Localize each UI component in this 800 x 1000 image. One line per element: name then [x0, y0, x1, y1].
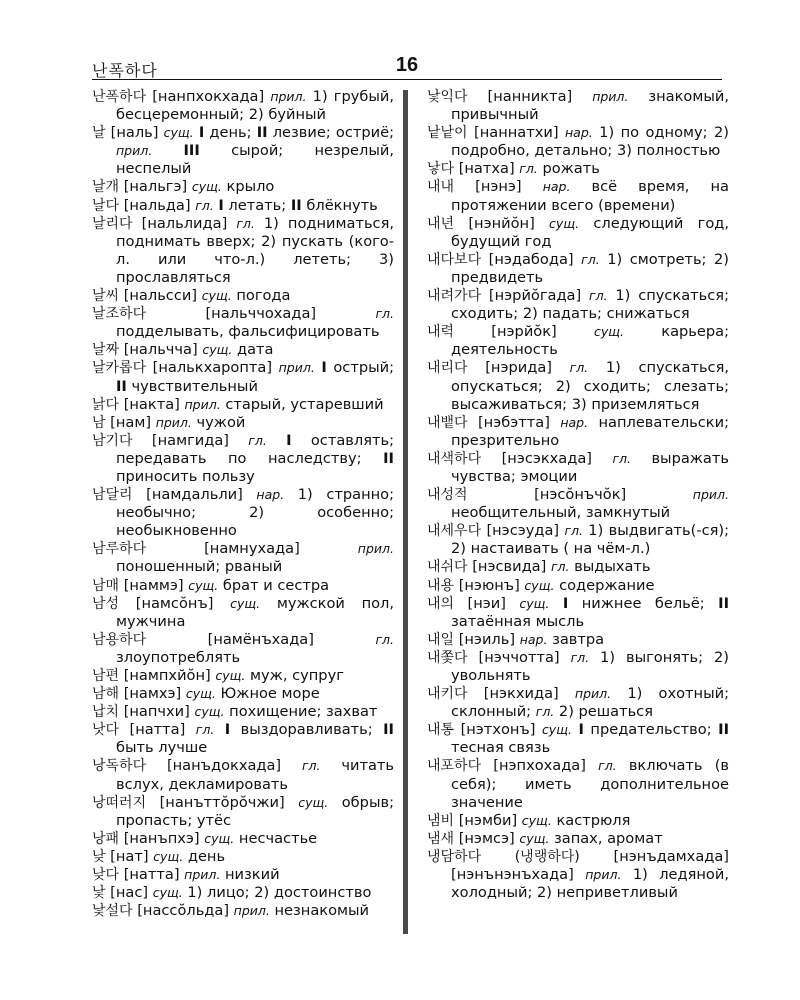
definition-text: приносить пользу [116, 467, 255, 485]
definition-text: похищение; захват [224, 703, 378, 721]
headword: 낳다 [427, 161, 455, 178]
headword: 남기다 [92, 432, 133, 449]
part-of-speech: сущ. [185, 686, 216, 702]
right-column [427, 88, 729, 902]
headword: 냄새 [427, 830, 455, 847]
dictionary-entry [92, 757, 394, 793]
definition-text: дата [232, 341, 274, 359]
part-of-speech: гл. [535, 704, 555, 720]
dictionary-entry [427, 522, 729, 558]
part-of-speech: гл. [564, 523, 583, 539]
sense-numeral: II [383, 721, 394, 739]
headword: 내색하다 [427, 450, 482, 467]
headword: 내키다 [427, 686, 468, 703]
definition-text: [нэнэ] [454, 178, 543, 196]
definition-text [267, 432, 286, 449]
headword: 날다 [92, 197, 120, 214]
part-of-speech: сущ. [541, 722, 572, 738]
part-of-speech: гл. [550, 559, 570, 575]
definition-text: [намсŏнъ] [119, 594, 231, 612]
part-of-speech: гл. [236, 215, 255, 231]
definition-text: [нэсвида] [467, 558, 551, 576]
definition-text: наплевательски; презрительно [451, 413, 730, 449]
definition-text: погода [231, 287, 291, 305]
sense-numeral: II [718, 594, 730, 612]
definition-text: [нэи] [454, 594, 520, 612]
part-of-speech: сущ. [549, 215, 580, 231]
definition-text: [нассŏльда] [132, 902, 234, 920]
headword: 낱낱이 [427, 125, 468, 142]
part-of-speech: гл. [301, 758, 321, 774]
headword: 내세우다 [427, 523, 482, 540]
definition-text: острый; [326, 359, 395, 377]
definition-text: чужой [191, 413, 246, 431]
headword: 내리다 [427, 360, 468, 377]
definition-text: выздоравливать; [230, 721, 384, 739]
definition-text: [нам] [105, 413, 156, 431]
dictionary-entry [92, 667, 394, 685]
definition-text: чувствительный [126, 377, 258, 395]
headword: 내포하다 [427, 758, 482, 775]
headword: 남용하다 [92, 631, 147, 648]
definition-text: незнакомый [269, 902, 370, 920]
headword: 낭떠러지 [92, 794, 147, 811]
dictionary-entry [427, 215, 729, 251]
definition-text: [напчхи] [119, 703, 195, 721]
dictionary-entry [92, 631, 394, 667]
definition-text: [нэнъдамхада] [нэнънэнъхада] [451, 847, 729, 884]
part-of-speech: гл. [195, 722, 215, 738]
dictionary-entry [92, 305, 394, 341]
part-of-speech: прил. [116, 143, 153, 159]
definition-text: [нэкхида] [467, 685, 575, 703]
headword: 날조하다 [92, 306, 147, 323]
dictionary-entry [92, 884, 394, 902]
definition-text: карьера; деятельность [451, 323, 729, 359]
dictionary-entry [427, 757, 729, 811]
dictionary-entry [427, 88, 729, 124]
dictionary-entry [92, 396, 394, 414]
headword: 남해 [92, 686, 120, 703]
part-of-speech: гл. [598, 758, 617, 774]
dictionary-entry [92, 540, 394, 576]
dictionary-entry [427, 577, 729, 595]
definition-text: [нэсэуда] [481, 522, 565, 540]
dictionary-entry [427, 649, 729, 685]
headword: 남달리 [92, 487, 133, 504]
definition-text: завтра [547, 630, 605, 648]
definition-text: 1) грубый, бесцеремонный; 2) буйный [116, 88, 394, 124]
dictionary-entry [427, 251, 729, 287]
definition-text: [наль] [105, 124, 164, 142]
definition-text: [нэпхохада] [481, 757, 599, 775]
definition-text: [нальчча] [119, 341, 203, 359]
definition-text: 1) смотреть; 2) предвидеть [451, 250, 729, 286]
headword: 내뱉다 [427, 414, 468, 431]
definition-text: [нальсси] [119, 287, 202, 305]
part-of-speech: прил. [278, 360, 315, 376]
definition-text: [наммэ] [119, 576, 189, 594]
sense-numeral: II [256, 124, 268, 142]
definition-text: 1) охотный; склонный; [451, 685, 729, 721]
dictionary-entry [427, 414, 729, 450]
part-of-speech: сущ. [194, 704, 225, 720]
dictionary-entry [92, 341, 394, 359]
part-of-speech: прил. [184, 396, 221, 412]
definition-text: тесная связь [451, 739, 551, 757]
definition-text: [натха] [454, 160, 520, 178]
definition-text: 1) спускаться; сходить; 2) падать; снижаться [451, 287, 729, 323]
headword: 내용 [427, 577, 455, 594]
part-of-speech: гл. [612, 450, 631, 466]
sense-numeral: I [198, 124, 205, 142]
definition-text: [нэсŏнъчŏк] [467, 486, 693, 504]
part-of-speech: прил. [155, 414, 192, 430]
definition-text: мужской пол, мужчина [116, 594, 395, 630]
headword: 남편 [92, 668, 120, 684]
part-of-speech: нар. [256, 487, 285, 503]
dictionary-entry [92, 721, 394, 757]
part-of-speech: нар. [519, 631, 548, 647]
definition-text: [нэнйŏн] [454, 214, 550, 232]
definition-text: [намнухада] [146, 540, 358, 558]
part-of-speech: сущ. [191, 179, 222, 195]
dictionary-entry [92, 414, 394, 432]
page-number: 16 [395, 54, 419, 76]
part-of-speech: гл. [570, 649, 590, 665]
definition-text: 1) спускаться, опускаться; 2) сходить; слезать; высаживаться; 3) приземляться [451, 359, 729, 413]
part-of-speech: гл. [581, 251, 600, 267]
part-of-speech: сущ. [152, 885, 183, 901]
part-of-speech: сущ. [153, 848, 184, 864]
part-of-speech: прил. [592, 89, 629, 104]
dictionary-entry [427, 124, 729, 160]
headword: 냉담하다 (냉랭하다) [427, 848, 580, 865]
part-of-speech: гл. [519, 161, 538, 177]
definition-text: летать; [223, 196, 291, 214]
part-of-speech: прил. [574, 686, 612, 702]
headword: 내년 [427, 215, 455, 232]
definition-text: 1) ледяной, холодный; 2) неприветливый [451, 866, 729, 902]
headword: 날짜 [92, 342, 120, 359]
dictionary-entry [92, 359, 394, 395]
definition-text: день [183, 847, 226, 865]
definition-text: злоупотреблять [116, 648, 241, 666]
sense-numeral: I [224, 721, 231, 739]
definition-text: поношенный; рваный [116, 558, 283, 576]
part-of-speech: сущ. [201, 288, 232, 304]
definition-text: содержание [554, 576, 655, 594]
definition-text: 1) подниматься, поднимать вверх; 2) пускать (кого-л. или что-л.) лететь; 3) прославляться [116, 214, 394, 286]
part-of-speech: прил. [692, 487, 729, 503]
sense-numeral: I [562, 594, 569, 612]
dictionary-entry [427, 830, 729, 848]
definition-text: читать вслух, декламировать [116, 757, 394, 793]
headword: 남매 [92, 577, 120, 594]
dictionary-entry [427, 595, 729, 631]
definition-text: 1) странно; необычно; 2) особенно; необыкновенно [116, 486, 394, 540]
part-of-speech: сущ. [215, 668, 246, 683]
dictionary-entry [92, 866, 394, 884]
definition-text: крыло [221, 178, 275, 196]
definition-text: [нэрида] [467, 359, 570, 377]
definition-text: [нанъттŏрŏчжи] [146, 793, 299, 811]
definition-text: [наннатхи] [467, 124, 565, 142]
headword: 날카롭다 [92, 360, 147, 377]
definition-text: [намгида] [132, 431, 249, 449]
part-of-speech: сущ. [524, 577, 555, 593]
definition-text: день; [204, 124, 257, 142]
definition-text: 2) решаться [554, 703, 653, 721]
definition-text: муж, супруг [245, 667, 344, 684]
dictionary-entry [427, 721, 729, 757]
definition-text: рожать [537, 160, 600, 178]
headword: 낯 [92, 885, 106, 902]
dictionary-entry [92, 88, 394, 124]
headword: 냄비 [427, 812, 455, 829]
part-of-speech: гл. [195, 197, 214, 213]
part-of-speech: нар. [560, 414, 589, 430]
part-of-speech: прил. [233, 903, 270, 919]
definition-text: быть лучше [116, 739, 208, 757]
part-of-speech: гл. [375, 306, 394, 322]
part-of-speech: сущ. [188, 577, 219, 593]
headword: 내려가다 [427, 288, 482, 305]
dictionary-entry [427, 685, 729, 721]
sense-numeral: I [578, 721, 584, 739]
part-of-speech: прил. [357, 541, 394, 557]
part-of-speech: сущ. [519, 830, 550, 846]
headword: 낯설다 [92, 903, 133, 920]
definition-text: [нэрйŏк] [454, 323, 594, 341]
part-of-speech: нар. [542, 179, 571, 195]
dictionary-entry [427, 631, 729, 649]
definition-text: обрыв; пропасть; утёс [116, 793, 394, 829]
dictionary-entry [92, 197, 394, 215]
sense-numeral: I [218, 196, 224, 214]
definition-text: [нат] [105, 847, 154, 865]
definition-text: сырой; незрелый, неспелый [116, 142, 395, 178]
dictionary-entry [92, 124, 394, 178]
dictionary-entry [427, 848, 729, 902]
definition-text: [нальда] [119, 196, 196, 214]
part-of-speech: гл. [569, 360, 589, 376]
headword: 낮다 [92, 867, 120, 884]
part-of-speech: сущ. [230, 595, 261, 611]
definition-text: всё время, на протяжении всего (времени) [451, 178, 729, 214]
headword: 내쫓다 [427, 649, 468, 666]
column-divider [403, 90, 408, 934]
headword: 날 [92, 125, 106, 142]
part-of-speech: прил. [585, 867, 622, 883]
definition-text: [нальччохада] [146, 305, 376, 323]
definition-text [152, 142, 183, 159]
dictionary-entry [92, 830, 394, 848]
dictionary-entry [92, 794, 394, 830]
definition-text: [натта] [119, 721, 196, 739]
definition-text: старый, устаревший [220, 395, 384, 413]
part-of-speech: сущ. [521, 812, 552, 828]
definition-text: 1) лицо; 2) достоинство [182, 884, 372, 902]
page-header [92, 56, 722, 80]
dictionary-entry [92, 178, 394, 196]
part-of-speech: прил. [184, 867, 221, 883]
dictionary-entry [427, 359, 729, 413]
part-of-speech: сущ. [519, 595, 550, 611]
running-head: 난폭하다 [92, 61, 158, 80]
dictionary-entry [427, 323, 729, 359]
definition-text: [нанъпхэ] [119, 829, 205, 847]
sense-numeral: I [286, 431, 292, 449]
definition-text: предательство; [583, 721, 719, 739]
sense-numeral: III [183, 142, 200, 160]
headword: 날리다 [92, 215, 133, 232]
part-of-speech: сущ. [204, 830, 235, 846]
part-of-speech: нар. [564, 125, 593, 141]
definition-text: включать (в себя); иметь дополнительное значение [451, 757, 729, 811]
headword: 내력 [427, 324, 455, 341]
definition-text: [нэмби] [454, 811, 522, 829]
definition-text: [нэбэтта] [467, 413, 561, 431]
headword: 낮 [92, 848, 106, 865]
headword: 내성적 [427, 487, 468, 504]
headword: 낯익다 [427, 89, 468, 105]
dictionary-entry [92, 685, 394, 703]
definition-text: [нэюнъ] [454, 576, 525, 594]
part-of-speech: гл. [375, 631, 394, 647]
definition-text: [нэрйŏгада] [481, 287, 590, 305]
definition-text: запах, аромат [549, 829, 663, 847]
definition-text: [нэччотта] [467, 648, 571, 666]
definition-text: брат и сестра [218, 576, 330, 594]
dictionary-entry [92, 902, 394, 920]
definition-text: [нанъдокхада] [146, 757, 302, 775]
dictionary-entry [92, 215, 394, 287]
headword: 날씨 [92, 288, 120, 305]
dictionary-entry [92, 703, 394, 721]
dictionary-entry [92, 595, 394, 631]
definition-text: [намхэ] [119, 685, 186, 703]
definition-text [549, 595, 562, 612]
headword: 납치 [92, 704, 120, 721]
definition-text: лезвие; остриё; [267, 124, 395, 142]
headword: 날개 [92, 179, 120, 196]
headword: 내통 [427, 722, 455, 739]
part-of-speech: гл. [248, 432, 267, 448]
left-column [92, 88, 394, 920]
definition-text: 1) по одному; 2) подробно, детально; 3) полностью [451, 124, 729, 160]
dictionary-entry [92, 486, 394, 540]
definition-text: [накта] [119, 395, 185, 413]
dictionary-entry [427, 486, 729, 522]
dictionary-entry [92, 848, 394, 866]
definition-text: [нальлида] [132, 214, 237, 232]
part-of-speech: прил. [270, 89, 307, 104]
headword: 낭독하다 [92, 758, 147, 775]
sense-numeral: II [383, 449, 394, 467]
definition-text: [натта] [119, 866, 185, 884]
headword: 남루하다 [92, 541, 147, 558]
definition-text: [налькхаропта] [146, 359, 279, 377]
definition-text: затаённая мысль [451, 612, 585, 630]
definition-text: нижнее бельё; [568, 594, 719, 612]
dictionary-entry [427, 558, 729, 576]
headword: 내의 [427, 595, 455, 612]
dictionary-entry [427, 178, 729, 214]
definition-text: низкий [220, 866, 280, 884]
headword: 내일 [427, 631, 455, 648]
definition-text: [нанпхокхада] [146, 88, 271, 105]
sense-numeral: II [290, 196, 302, 214]
headword: 내다보다 [427, 251, 482, 268]
part-of-speech: сущ. [298, 794, 329, 810]
definition-text: [нэиль] [454, 630, 520, 648]
sense-numeral: II [718, 721, 730, 739]
headword: 남 [92, 414, 106, 431]
dictionary-entry [92, 432, 394, 486]
definition-text: блёкнуть [301, 196, 378, 214]
dictionary-entry [427, 287, 729, 323]
headword: 낫다 [92, 722, 120, 739]
dictionary-entry [427, 812, 729, 830]
sense-numeral: II [116, 377, 127, 395]
headword: 낭패 [92, 830, 120, 847]
definition-text: [нампхйŏн] [119, 667, 216, 684]
definition-text: Южное море [215, 685, 320, 703]
definition-text: [нэсэкхада] [481, 449, 613, 467]
sense-numeral: I [321, 359, 327, 377]
definition-text: выражать чувства; эмоции [451, 449, 729, 485]
definition-text: 1) выгонять; 2) увольнять [451, 648, 729, 684]
definition-text: несчастье [234, 829, 318, 847]
headword: 남성 [92, 595, 120, 612]
headword: 내쉬다 [427, 559, 468, 576]
definition-text: оставлять; передавать по наследству; [116, 431, 394, 467]
part-of-speech: сущ. [163, 125, 194, 141]
dictionary-entry [427, 160, 729, 178]
definition-text: знакомый, привычный [451, 88, 729, 124]
definition-text: [нанникта] [467, 88, 593, 105]
header-rule [92, 79, 722, 80]
definition-text: выдыхать [569, 558, 651, 576]
definition-text: [нальгэ] [119, 178, 192, 196]
definition-text: [намёнъхада] [146, 630, 376, 648]
part-of-speech: сущ. [202, 342, 233, 358]
definition-text: [нас] [105, 884, 153, 902]
definition-text: [нэдабода] [481, 250, 582, 268]
dictionary-entry [92, 577, 394, 595]
headword: 내내 [427, 179, 455, 196]
definition-text: кастрюля [551, 811, 631, 829]
definition-text: [намдальли] [132, 486, 257, 504]
definition-text: [нэмсэ] [454, 829, 520, 847]
headword: 난폭하다 [92, 89, 147, 105]
part-of-speech: сущ. [593, 324, 625, 340]
definition-text: [нэтхонъ] [454, 721, 542, 739]
dictionary-entry [92, 287, 394, 305]
definition-text [214, 721, 224, 738]
definition-text: необщительный, замкнутый [451, 504, 671, 522]
definition-text: подделывать, фальсифицировать [116, 323, 380, 341]
headword: 낡다 [92, 396, 120, 413]
part-of-speech: гл. [589, 288, 608, 304]
definition-text: 1) выдвигать(-ся); 2) настаивать ( на чём-л.) [451, 522, 730, 558]
definition-text: следующий год, будущий год [451, 214, 729, 250]
dictionary-entry [427, 450, 729, 486]
